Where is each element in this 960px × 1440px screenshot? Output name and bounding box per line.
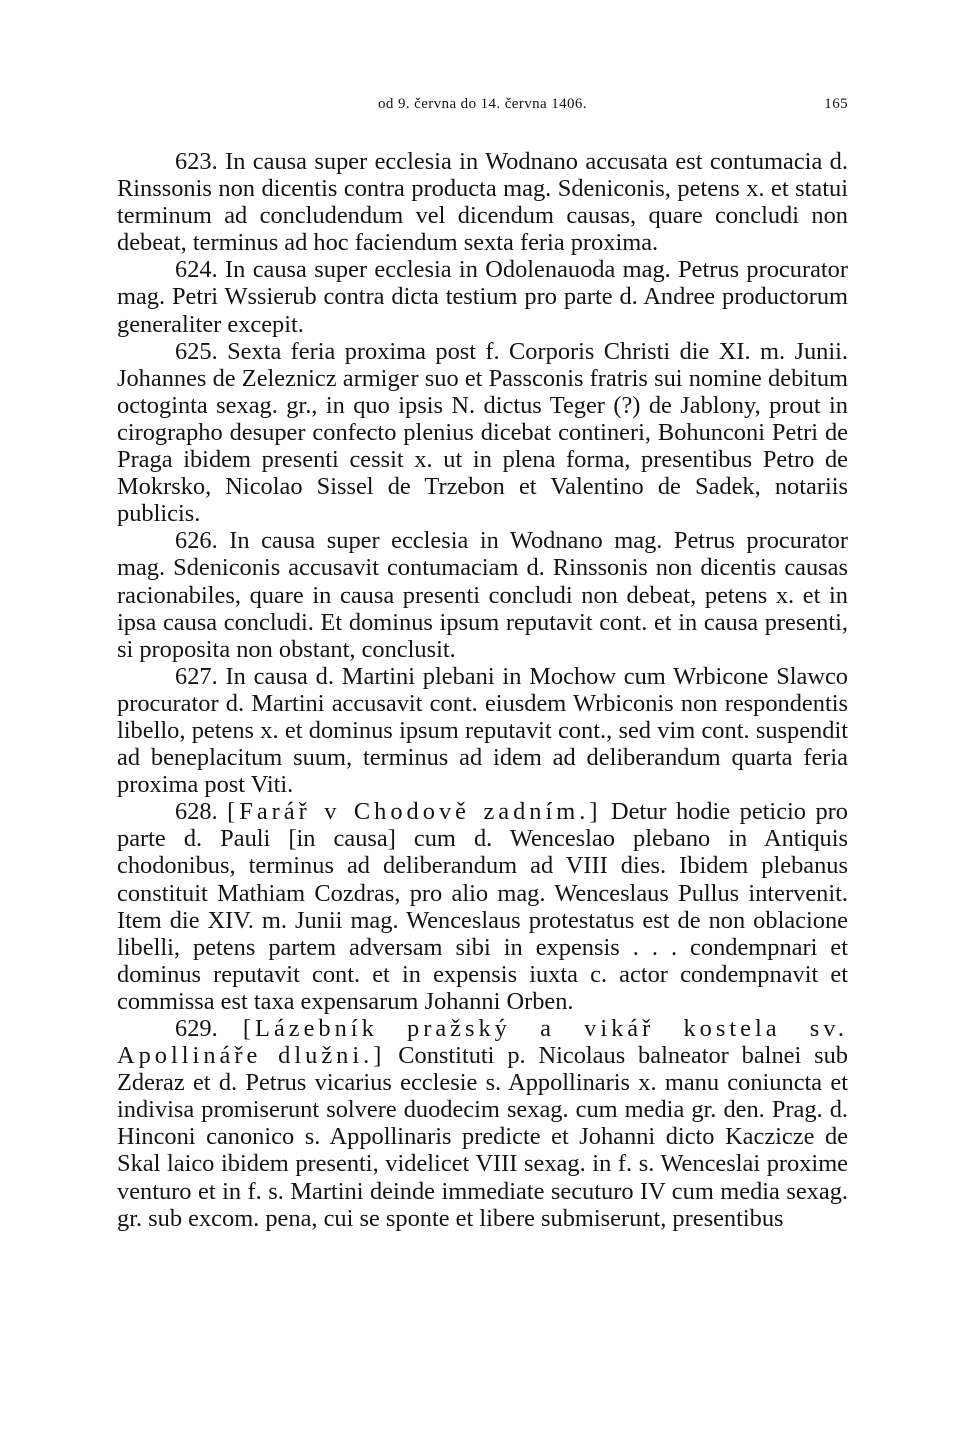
entry-text: In causa super ecclesia in Wodnano mag. Petrus procurator mag. Sdeniconis accusavit contumaciam d. Rinssonis non dicentis causas racionabiles, quare in causa presenti concludi non debeat, petens x. et in ipsa causa concludi. Et dominus ipsum reputavit cont. et in causa presenti, si proposita non obstant, conclusit. — [117, 527, 848, 663]
running-header — [117, 92, 848, 116]
entry-624 — [117, 256, 848, 337]
entry-626 — [117, 527, 848, 662]
running-title: od 9. června do 14. června 1406. — [378, 96, 587, 112]
entry-623 — [117, 148, 848, 256]
entry-text: Constituti p. Nicolaus balneator balnei sub Zderaz et d. Petrus vicarius ecclesie s. Appollinaris x. manu coniuncta et indivisa promiserunt solvere duodecim sexag. cum media gr. den. Prag. d. Hinconi canonico s. Appollinaris predicte et Johanni dicto Kaczicze de Skal laico ibidem presenti, videlicet VIII sexag. in f. s. Wenceslai proxime venturo et in f. s. Martini deinde immediate secuturo IV cum media sexag. gr. sub excom. pena, cui se sponte et libere submiserunt, presentibus — [117, 1042, 848, 1232]
entry-number: 625. — [175, 337, 218, 365]
entry-number: 627. — [175, 662, 218, 690]
entry-text: Detur hodie peticio pro parte d. Pauli [in causa] cum d. Wenceslao plebano in Antiquis chodonibus, terminus ad deliberandum ad VIII dies. Ibidem plebanus constituit Mathiam Cozdras, pro alio mag. Wenceslaus Pullus intervenit. Item die XIV. m. Junii mag. Wenceslaus protestatus est de non oblacione libelli, petens partem adversam sibi in expensis . . . condempnari et dominus reputavit cont. et in expensis iuxta c. actor condempnavit et commissa est taxa expensarum Johanni Orben. — [117, 798, 848, 1015]
entry-text: In causa super ecclesia in Odolenauoda mag. Petrus procurator mag. Petri Wssierub contra dicta testium pro parte d. Andree productorum generaliter excepit. — [117, 256, 848, 338]
entry-number: 628. — [175, 798, 218, 826]
text-body — [117, 148, 848, 1232]
entry-text: In causa super ecclesia in Wodnano accusata est contumacia d. Rinssonis non dicentis contra producta mag. Sdeniconis, petens x. et statui terminum ad concludendum vel dicendum causas, quare concludi non debeat, terminus ad hoc faciendum sexta feria proxima. — [117, 148, 848, 257]
entry-627 — [117, 663, 848, 798]
entry-text: In causa d. Martini plebani in Mochow cum Wrbicone Slawco procurator d. Martini accusavit cont. eiusdem Wrbiconis non respondentis libello, petens x. et dominus ipsum reputavit cont., sed vim cont. suspendit ad beneplacitum suum, terminus ad idem ad deliberandum quarta feria proxima post Viti. — [117, 662, 848, 799]
entry-number: 624. — [175, 256, 218, 284]
entry-628 — [117, 798, 848, 1015]
entry-629 — [117, 1015, 848, 1232]
page-number: 165 — [824, 96, 848, 112]
entry-number: 623. — [175, 148, 218, 175]
entry-625 — [117, 338, 848, 528]
entry-heading: [Farář v Chodově zadním.] — [227, 798, 602, 826]
entry-number: 629. — [175, 1015, 218, 1042]
entry-text: Sexta feria proxima post f. Corporis Christi die XI. m. Junii. Johannes de Zeleznicz armiger suo et Passconis fratris sui nomine debitum octoginta sexag. gr., in quo ipsis N. dictus Teger (?) de Jablony, prout in cirographo desuper confecto plenius dicebat contineri, Bohunconi Petri de Praga ibidem presenti cessit x. ut in plena forma, presentibus Petro de Mokrsko, Nicolao Sissel de Trzebon et Valentino de Sadek, notariis publicis. — [117, 337, 848, 528]
entry-heading: [Lázebník pražský a vikář kostela sv. Apollináře dlužni.] — [117, 1015, 848, 1070]
entry-number: 626. — [175, 527, 218, 555]
